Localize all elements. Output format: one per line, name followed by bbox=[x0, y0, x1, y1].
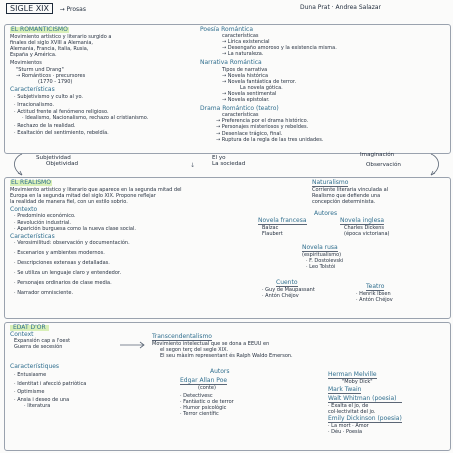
list-item: · Entusiasme bbox=[14, 372, 86, 378]
novela-inglesa bbox=[340, 218, 389, 237]
author-line: Flaubert bbox=[262, 231, 283, 238]
list-item: · Predominio económico. bbox=[14, 213, 182, 219]
poesia-line: → Desengaño amoroso y la existencia misma. bbox=[222, 45, 337, 52]
list-item: · Descripciones extensas y detalladas. bbox=[14, 260, 182, 266]
naturalismo-section bbox=[312, 180, 388, 205]
transition-left-bottom: Objetividad bbox=[46, 161, 79, 168]
intro-line: Europa en la segunda mitad del siglo XIX. Propone reflejar bbox=[10, 193, 156, 200]
intro-line: la realidad de manera fiel, con un estilo sobrio. bbox=[10, 199, 128, 206]
author-line: · F. Dostoievski bbox=[306, 258, 344, 265]
movement-label: Movimientos bbox=[10, 60, 42, 67]
narrativa-line: → Novela histórica bbox=[222, 72, 269, 79]
trans-title: Transcendentalismo bbox=[152, 333, 212, 340]
transition-arrow-left bbox=[8, 152, 28, 178]
trans-line: El seu màxim representant és Ralph Waldo Emerson. bbox=[160, 353, 293, 360]
transition-right bbox=[360, 152, 401, 168]
realismo-section bbox=[10, 180, 182, 296]
melville-line: "Moby Dick" bbox=[342, 379, 373, 386]
poesia-line: → Lírica existencial bbox=[222, 39, 270, 46]
realismo-intro bbox=[10, 187, 182, 205]
transition-left bbox=[36, 155, 78, 167]
trans-line: Movimiento intelectual que se dona a EEUU en bbox=[152, 341, 270, 348]
romanticismo-caracteristicas-title: Características bbox=[10, 85, 55, 93]
edat-dor-right bbox=[328, 372, 402, 435]
header-title bbox=[6, 4, 86, 13]
list-item: · Exaltación del sentimiento, rebeldía. bbox=[14, 130, 148, 136]
author-line: Charles Dickens bbox=[344, 225, 384, 232]
naturalismo-line: Realismo que defiende una bbox=[312, 193, 381, 200]
movement-line: (1770 - 1790) bbox=[38, 78, 73, 85]
novela-rusa bbox=[302, 245, 343, 270]
naturalismo-line: Corriente literaria vinculada al bbox=[312, 187, 389, 194]
drama-line: → Desenlace trágico, final. bbox=[216, 130, 283, 137]
list-item: · Se utiliza un lenguaje claro y entendedor. bbox=[14, 270, 182, 276]
list-item: · Rechazo de la realidad. bbox=[14, 123, 148, 129]
edat-dor-autores-title: Autors bbox=[210, 368, 230, 375]
header-title-text: SIGLE XIX bbox=[6, 3, 53, 14]
intro-line: España y América. bbox=[10, 52, 57, 59]
list-item: · Actitud frente al fenómeno religioso. bbox=[14, 109, 148, 115]
narrativa-line: Tipos de narrativa bbox=[222, 66, 268, 73]
author-line: · Antón Chéjov bbox=[356, 297, 393, 304]
author-other-line: · La mort · Amor bbox=[328, 422, 369, 429]
romanticismo-section bbox=[10, 27, 148, 137]
author-other-line: col·lectivitat del jo. bbox=[328, 409, 376, 416]
transition-mid-top: El yo bbox=[212, 155, 226, 161]
list-item: · Verosimilitud: observación y documentación. bbox=[14, 240, 182, 246]
poesia-line: características bbox=[222, 33, 259, 40]
movement-line: → Románticos · precursores bbox=[16, 72, 86, 79]
edat-dor-left bbox=[10, 325, 86, 409]
edat-dor-context-title: Context bbox=[10, 331, 34, 339]
poe-line: (conte) bbox=[198, 385, 216, 392]
melville-title: Herman Melville bbox=[328, 371, 377, 378]
realismo-contexto-title: Contexto bbox=[10, 206, 38, 214]
drama-line: → Personajes misteriosos y rebeldes. bbox=[216, 124, 309, 131]
transition-mid bbox=[212, 155, 245, 167]
author-other-line: · Déu · Poesia bbox=[328, 428, 363, 435]
poesia-title: Poesía Romántica bbox=[200, 26, 254, 33]
author-line: (época victoriana) bbox=[344, 231, 390, 238]
narrativa-line: La novela gótica. bbox=[240, 84, 283, 91]
list-item: · Irracionalismo. bbox=[14, 102, 148, 108]
realismo-title: EL REALISMO bbox=[11, 179, 51, 186]
teatro bbox=[356, 284, 393, 303]
romanticismo-intro bbox=[10, 34, 148, 58]
cuento bbox=[262, 280, 315, 299]
drama-title: Drama Romántico (teatro) bbox=[200, 105, 279, 113]
romanticismo-title: EL ROMANTICISMO bbox=[11, 26, 68, 33]
context-line: Expansión cap a l'oest bbox=[14, 338, 71, 345]
romanticismo-caracteristicas-list bbox=[14, 94, 148, 137]
poe bbox=[180, 378, 234, 418]
teatro-title: Teatro bbox=[366, 283, 385, 290]
poesia-line: → La naturaleza. bbox=[222, 51, 264, 58]
intro-line: Alemania, Francia, Italia, Rusia, bbox=[10, 46, 89, 53]
list-item: · Optimisme bbox=[14, 389, 86, 395]
movement-line: "Sturm und Drang" bbox=[16, 66, 64, 73]
list-item: · literatura bbox=[24, 403, 86, 409]
list-item: · Escenarios y ambientes modernos. bbox=[14, 250, 182, 256]
realismo-contexto-list bbox=[14, 213, 182, 231]
list-item: · Ansia i deseo de una bbox=[14, 397, 86, 403]
novela-francesa-title: Novela francesa bbox=[258, 217, 307, 224]
naturalismo-line: concepción determinista. bbox=[312, 199, 376, 206]
intro-line: Movimiento artístico y literario que aparece en la segunda mitad del bbox=[10, 187, 182, 194]
list-item: · Narrador omnisciente. bbox=[14, 290, 182, 296]
drama-line: → Preferencia por el drama histórico. bbox=[216, 118, 309, 125]
poe-line: · Fantàstic o de terror bbox=[180, 399, 234, 406]
narrativa-line: → Novela fantástica de terror. bbox=[222, 78, 297, 85]
list-item: · Idealismo, Nacionalismo, rechazo al cristianismo. bbox=[22, 115, 148, 121]
edat-dor-caracteristicas-list bbox=[14, 372, 86, 408]
author-other-line: · Exalta el jo, de bbox=[328, 403, 369, 410]
transcendentalismo bbox=[152, 334, 293, 359]
edat-dor-title: EDAT D'OR bbox=[10, 325, 49, 331]
list-item: · Revolución industrial. bbox=[14, 220, 182, 226]
author-other: Mark Twain bbox=[328, 386, 362, 394]
intro-line: finales del siglo XVIII a Alemania, bbox=[10, 40, 94, 47]
author-other: Emily Dickinson (poesia) bbox=[328, 414, 402, 422]
header-subtitle: → Prosas bbox=[59, 6, 86, 13]
author-line: · Leo Tolstói bbox=[306, 264, 336, 271]
drama-line: características bbox=[222, 112, 259, 119]
narrativa-line: → Novela sentimental bbox=[222, 90, 277, 97]
transition-right-bottom: Observación bbox=[366, 162, 401, 169]
generos-section bbox=[200, 27, 337, 143]
list-item: · Aparición burguesa como la nueva clase social. bbox=[14, 226, 182, 232]
author-line: (espiritualismo) bbox=[302, 252, 342, 259]
narrativa-title: Narrativa Romántica bbox=[200, 59, 262, 67]
author-line: Balzac bbox=[262, 225, 279, 232]
narrativa-line: → Novela epistolar. bbox=[222, 97, 270, 104]
cuento-title: Cuento bbox=[276, 279, 298, 286]
list-item: · Personajes ordinarios de clase media. bbox=[14, 280, 182, 286]
novela-inglesa-title: Novela inglesa bbox=[340, 217, 385, 224]
drama-line: → Ruptura de la regla de las tres unidades. bbox=[216, 136, 324, 143]
transition-left-top: Subjetividad bbox=[36, 155, 71, 161]
intro-line: Movimiento artístico y literario surgido a bbox=[10, 34, 112, 41]
transition-right-top: Imaginación bbox=[360, 152, 395, 158]
naturalismo-title: Naturalismo bbox=[312, 179, 349, 186]
poe-line: · Detectivesc bbox=[180, 393, 213, 400]
header-names: Duna Prat · Andrea Salazar bbox=[300, 4, 381, 11]
author-line: · Henrik Ibsen bbox=[356, 291, 391, 298]
list-item: · Identitat i afecció patriòtica bbox=[14, 381, 86, 387]
author-line: · Antón Chéjov bbox=[262, 293, 299, 300]
context-line: Guerra de secesión bbox=[14, 344, 63, 351]
transition-mid-bottom: La sociedad bbox=[212, 161, 246, 168]
author-line: · Guy de Maupassant bbox=[262, 287, 315, 294]
realismo-autores-title: Autores bbox=[314, 210, 338, 217]
realismo-caracteristicas-list bbox=[14, 240, 182, 297]
poe-line: · Terror científic bbox=[180, 411, 219, 418]
poe-line: · Humor psicològic bbox=[180, 405, 227, 412]
edat-dor-arrow bbox=[118, 339, 148, 351]
poe-title: Edgar Allan Poe bbox=[180, 377, 228, 384]
author-other: Walt Whitman (poesia) bbox=[328, 396, 402, 403]
transition-arrow-right bbox=[425, 152, 445, 178]
realismo-caracteristicas-title: Características bbox=[10, 232, 55, 240]
novela-francesa bbox=[258, 218, 307, 237]
novela-rusa-title: Novela rusa bbox=[302, 244, 338, 251]
transition-mid-arrow: ↓ bbox=[190, 162, 196, 169]
trans-line: el segon terç del segle XIX. bbox=[160, 347, 229, 354]
edat-dor-caracteristicas-title: Característiques bbox=[10, 363, 60, 371]
list-item: · Subjetivismo y culto al yo. bbox=[14, 94, 148, 100]
